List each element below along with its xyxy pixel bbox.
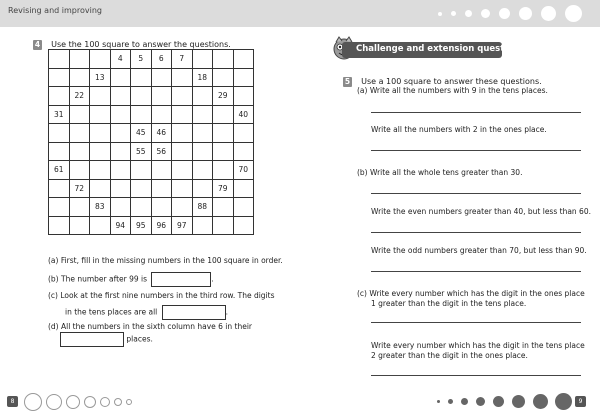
grid-cell-empty[interactable] (213, 198, 234, 217)
grid-cell-empty[interactable] (110, 142, 131, 161)
hundred-square-grid (48, 49, 254, 235)
grid-row (49, 142, 254, 161)
part-d-line2 (60, 332, 153, 347)
grid-cell-number: 88 (192, 198, 213, 217)
grid-cell-number: 96 (151, 216, 172, 235)
grid-cell-empty[interactable] (110, 87, 131, 106)
grid-cell-empty[interactable] (131, 198, 152, 217)
grid-cell-empty[interactable] (49, 124, 70, 143)
grid-cell-number: 56 (151, 142, 172, 161)
grid-cell-empty[interactable] (233, 124, 254, 143)
grid-cell-number: 4 (110, 50, 131, 69)
grid-cell-empty[interactable] (172, 179, 193, 198)
grid-cell-empty[interactable] (151, 179, 172, 198)
grid-row (49, 87, 254, 106)
grid-cell-empty[interactable] (172, 124, 193, 143)
grid-row (49, 161, 254, 180)
grid-cell-number: 94 (110, 216, 131, 235)
grid-row (49, 198, 254, 217)
grid-cell-empty[interactable] (110, 198, 131, 217)
grid-cell-empty[interactable] (110, 124, 131, 143)
item-a1: (a) Write all the numbers with 9 in the tens places. (357, 86, 548, 95)
dot-decoration (448, 399, 453, 404)
dot-decoration (493, 396, 504, 407)
grid-cell-number: 18 (192, 68, 213, 87)
grid-cell-number: 7 (172, 50, 193, 69)
part-d-text: places. (126, 334, 153, 344)
dot-decoration (476, 397, 485, 406)
grid-cell-empty[interactable] (192, 216, 213, 235)
grid-cell-empty[interactable] (213, 142, 234, 161)
item-b3: Write the odd numbers greater than 70, but less than 90. (371, 246, 587, 255)
grid-cell-empty[interactable] (69, 105, 90, 124)
answer-line[interactable] (371, 232, 581, 233)
item-c2-line2: 2 greater than the digit in the ones place. (371, 351, 528, 360)
grid-cell-empty[interactable] (49, 50, 70, 69)
grid-cell-empty[interactable] (151, 198, 172, 217)
challenge-banner-title: Challenge and extension question (356, 44, 520, 54)
grid-cell-empty[interactable] (90, 124, 111, 143)
answer-box[interactable] (60, 332, 124, 347)
dot-decoration (499, 8, 510, 19)
grid-cell-empty[interactable] (172, 68, 193, 87)
grid-cell-empty[interactable] (49, 87, 70, 106)
header-title: Revising and improving (8, 6, 102, 15)
dot-decoration (100, 397, 110, 407)
grid-cell-empty[interactable] (213, 68, 234, 87)
grid-cell-empty[interactable] (192, 87, 213, 106)
grid-cell-number: 31 (49, 105, 70, 124)
grid-row (49, 124, 254, 143)
grid-row (49, 68, 254, 87)
grid-cell-number: 22 (69, 87, 90, 106)
dot-decoration (461, 398, 468, 405)
grid-cell-empty[interactable] (233, 216, 254, 235)
dot-decoration (512, 395, 525, 408)
grid-cell-empty[interactable] (69, 142, 90, 161)
dot-decoration (519, 7, 532, 20)
dot-decoration (541, 6, 556, 21)
grid-cell-empty[interactable] (233, 179, 254, 198)
question-number: 5 (344, 77, 351, 86)
dot-decoration (465, 10, 472, 17)
grid-cell-number: 70 (233, 161, 254, 180)
grid-cell-empty[interactable] (233, 50, 254, 69)
grid-cell-number: 97 (172, 216, 193, 235)
grid-row (49, 216, 254, 235)
dot-decoration (481, 9, 490, 18)
grid-cell-empty[interactable] (172, 87, 193, 106)
grid-row (49, 50, 254, 69)
question-text: Use the 100 square to answer the questions. (51, 40, 231, 49)
grid-cell-empty[interactable] (172, 105, 193, 124)
grid-cell-empty[interactable] (131, 161, 152, 180)
dot-decoration (114, 398, 122, 406)
question-number: 4 (34, 40, 41, 49)
grid-cell-empty[interactable] (49, 198, 70, 217)
grid-cell-empty[interactable] (213, 161, 234, 180)
grid-cell-empty[interactable] (49, 216, 70, 235)
grid-cell-empty[interactable] (90, 87, 111, 106)
grid-cell-empty[interactable] (49, 179, 70, 198)
grid-cell-number: 40 (233, 105, 254, 124)
grid-cell-empty[interactable] (69, 198, 90, 217)
grid-row (49, 179, 254, 198)
dot-decoration (565, 5, 582, 22)
grid-cell-empty[interactable] (49, 68, 70, 87)
grid-cell-empty[interactable] (90, 105, 111, 124)
dot-decoration (46, 394, 62, 410)
answer-box[interactable] (151, 272, 214, 287)
grid-cell-empty[interactable] (151, 68, 172, 87)
dot-decoration (24, 393, 42, 411)
grid-cell-empty[interactable] (110, 105, 131, 124)
part-b-end: . (211, 274, 214, 284)
grid-cell-number: 29 (213, 87, 234, 106)
grid-cell-empty[interactable] (151, 105, 172, 124)
dot-decoration (437, 400, 440, 403)
grid-cell-empty[interactable] (131, 105, 152, 124)
grid-cell-empty[interactable] (213, 50, 234, 69)
part-c-line2 (65, 305, 228, 320)
answer-line[interactable] (371, 322, 581, 323)
grid-cell-empty[interactable] (90, 179, 111, 198)
answer-line[interactable] (371, 375, 581, 376)
grid-cell-number: 79 (213, 179, 234, 198)
dot-decoration (126, 399, 132, 405)
grid-cell-empty[interactable] (110, 68, 131, 87)
grid-cell-number: 83 (90, 198, 111, 217)
grid-cell-empty[interactable] (131, 179, 152, 198)
grid-cell-empty[interactable] (213, 216, 234, 235)
dot-decoration (84, 396, 96, 408)
item-b1: (b) Write all the whole tens greater than 30. (357, 168, 523, 177)
grid-cell-empty[interactable] (110, 179, 131, 198)
grid-cell-number: 5 (131, 50, 152, 69)
part-a: (a) First, fill in the missing numbers in the 100 square in order. (48, 256, 283, 265)
grid-cell-empty[interactable] (69, 124, 90, 143)
grid-cell-empty[interactable] (172, 161, 193, 180)
part-c-line1: (c) Look at the first nine numbers in the third row. The digits (48, 291, 275, 300)
page-number-left: 8 (7, 396, 18, 407)
grid-cell-empty[interactable] (131, 68, 152, 87)
grid-cell-empty[interactable] (151, 87, 172, 106)
grid-cell-empty[interactable] (192, 161, 213, 180)
part-c-text: in the tens places are all (65, 307, 158, 317)
dot-decoration (555, 393, 572, 410)
grid-cell-empty[interactable] (110, 161, 131, 180)
part-b-text: (b) The number after 99 is (48, 274, 148, 284)
grid-cell-empty[interactable] (90, 161, 111, 180)
grid-cell-empty[interactable] (90, 142, 111, 161)
grid-cell-empty[interactable] (69, 216, 90, 235)
question-text: Use a 100 square to answer these questions. (361, 77, 542, 86)
dot-decoration (451, 11, 456, 16)
grid-cell-empty[interactable] (233, 87, 254, 106)
item-c1-line1: (c) Write every number which has the digit in the ones place (357, 289, 585, 298)
grid-cell-empty[interactable] (192, 142, 213, 161)
grid-cell-empty[interactable] (69, 161, 90, 180)
part-d-line1: (d) All the numbers in the sixth column have 6 in their (48, 322, 252, 331)
answer-line[interactable] (371, 193, 581, 194)
part-c-end: . (225, 307, 229, 317)
item-a2: Write all the numbers with 2 in the ones place. (371, 125, 547, 134)
dot-decoration (533, 394, 548, 409)
grid-cell-empty[interactable] (192, 179, 213, 198)
grid-cell-number: 72 (69, 179, 90, 198)
grid-cell-empty[interactable] (233, 142, 254, 161)
part-b (48, 272, 214, 287)
item-c1-line2: 1 greater than the digit in the tens place. (371, 299, 527, 308)
grid-cell-empty[interactable] (192, 50, 213, 69)
item-b2: Write the even numbers greater than 40, but less than 60. (371, 207, 591, 216)
grid-cell-empty[interactable] (192, 124, 213, 143)
grid-cell-number: 95 (131, 216, 152, 235)
grid-row (49, 105, 254, 124)
item-c2-line1: Write every number which has the digit in the tens place (371, 341, 585, 350)
grid-cell-empty[interactable] (172, 198, 193, 217)
grid-cell-number: 61 (49, 161, 70, 180)
grid-cell-number: 6 (151, 50, 172, 69)
grid-cell-empty[interactable] (90, 50, 111, 69)
dot-decoration (438, 12, 442, 16)
grid-cell-number: 46 (151, 124, 172, 143)
grid-cell-empty[interactable] (131, 87, 152, 106)
grid-cell-empty[interactable] (69, 68, 90, 87)
answer-line[interactable] (371, 271, 581, 272)
grid-cell-empty[interactable] (192, 105, 213, 124)
answer-box[interactable] (162, 305, 229, 320)
grid-cell-empty[interactable] (233, 68, 254, 87)
grid-cell-empty[interactable] (90, 216, 111, 235)
page-number-right: 9 (575, 396, 586, 407)
grid-cell-empty[interactable] (151, 161, 172, 180)
grid-cell-empty[interactable] (213, 105, 234, 124)
answer-line[interactable] (371, 112, 581, 113)
grid-cell-empty[interactable] (172, 142, 193, 161)
grid-cell-empty[interactable] (69, 50, 90, 69)
dot-decoration (66, 395, 80, 409)
grid-cell-empty[interactable] (49, 142, 70, 161)
grid-cell-empty[interactable] (213, 124, 234, 143)
answer-line[interactable] (371, 150, 581, 151)
grid-cell-empty[interactable] (233, 198, 254, 217)
grid-cell-number: 45 (131, 124, 152, 143)
grid-cell-number: 55 (131, 142, 152, 161)
grid-cell-number: 13 (90, 68, 111, 87)
